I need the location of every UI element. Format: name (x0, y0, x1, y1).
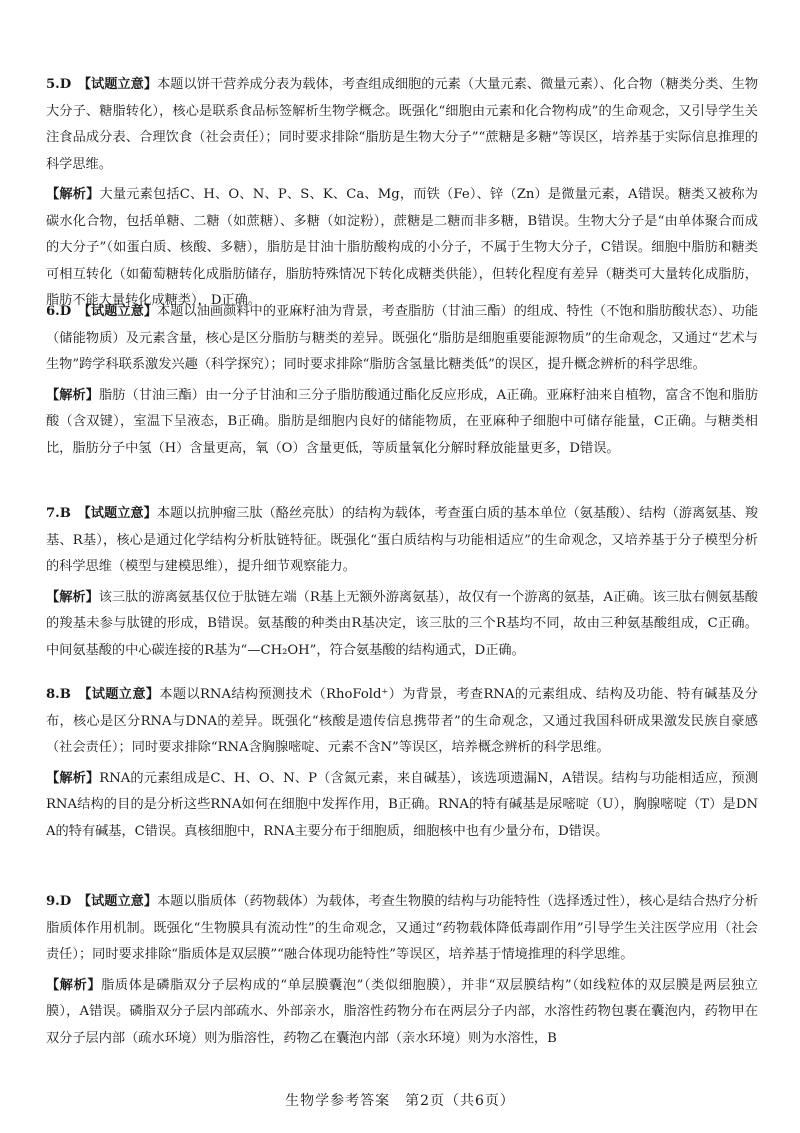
jiexi-label: 【解析】 (46, 589, 99, 605)
jiexi-label: 【解析】 (46, 977, 102, 993)
question-6 (46, 299, 758, 462)
page-footer: 生物学参考答案 第2页（共6页） (285, 1093, 515, 1109)
jiexi-text: 大量元素包括C、H、O、N、P、S、K、Ca、Mg，而铁（Fe）、锌（Zn）是微量元素，A错误。糖类又被称为碳水化合物，包括单糖、二糖（如蔗糖）、多糖（如淀粉），蔗糖是二糖而非多糖，B错误。生物大分子是“由单体聚合而成的大分子”（如蛋白质、核酸、多糖），脂肪是甘油十脂肪酸构成的小分子，不属于生物大分子，C错误。细胞中脂肪和糖类可相互转化（如葡萄糖转化成脂肪储存，脂肪特殊情况下转化成糖类供能），但转化程度有差异（糖类可大量转化成脂肪，脂肪不能大量转化成糖类），D正确。 (46, 187, 758, 308)
question-number: 5.D (46, 77, 72, 92)
jiexi-text: 该三肽的游离氨基仅位于肽链左端（R基上无额外游离氨基），故仅有一个游离的氨基，A正确。该三肽右侧氨基酸的羧基未参与肽键的形成，B错误。氨基酸的种类由R基决定，该三肽的三个R基均不同，故由三种氨基酸组成，C正确。中间氨基酸的中心碳连接的R基为“—CH₂OH”，符合氨基酸的结构通式，D正确。 (46, 589, 758, 658)
lidian-text: 本题以饼干营养成分表为载体，考查组成细胞的元素（大量元素、微量元素）、化合物（糖类分类、生物大分子、糖脂转化），核心是联系食品标签解析生物学概念。既强化“细胞由元素和化合物构成”的生命观念，又引导学生关注食品成分表、合理饮食（社会责任）；同时要求排除“脂肪是生物大分子”“蔗糖是多糖”等误区，培养基于实际信息推理的科学思维。 (46, 77, 759, 172)
lidian-text: 本题以RNA结构预测技术（RhoFold⁺）为背景，考查RNA的元素组成、结构及功能、特有碱基及分布，核心是区分RNA与DNA的差异。既强化“核酸是遗传信息携带者”的生命观念，又通过我国科研成果激发民族自豪感（社会责任）；同时要求排除“RNA含胸腺嘧啶、元素不含N”等误区，培养概念辨析的科学思维。 (46, 687, 758, 755)
jiexi-text: 脂质体是磷脂双分子层构成的“单层膜囊泡”（类似细胞膜），并非“双层膜结构”（如线粒体的双层膜是两层独立膜），A错误。磷脂双分子层内部疏水、外部亲水，脂溶性药物分布在两层分子内部，水溶性药物包裹在囊泡内，药物甲在双分子层内部（疏水环境）则为脂溶性，药物乙在囊泡内部（亲水环境）则为水溶性，B (46, 977, 758, 1046)
question-number: 6.D (46, 304, 72, 319)
jiexi-text: 脂肪（甘油三酯）由一分子甘油和三分子脂肪酸通过酯化反应形成，A正确。亚麻籽油来自植物，富含不饱和脂肪酸（含双键），室温下呈液态，B正确。脂肪是细胞内良好的储能物质，在亚麻种子细胞中可储存能量，C正确。与糖类相比，脂肪分子中氢（H）含量更高，氧（O）含量更低，等质量氧化分解时释放能量更多，D错误。 (46, 387, 759, 456)
lidian-text: 本题以脂质体（药物载体）为载体，考查生物膜的结构与功能特性（选择透过性），核心是结合热疗分析脂质体作用机制。既强化“生物膜具有流动性”的生命观念，又通过“药物载体降低毒副作用”引导学生关注医学应用（社会责任）；同时要求排除“脂质体是双层膜”“融合体现功能特性”等误区，培养基于情境推理的科学思维。 (46, 894, 759, 962)
lidian-text: 本题以抗肿瘤三肽（酪丝亮肽）的结构为载体，考查蛋白质的基本单位（氨基酸）、结构（游离氨基、羧基、R基），核心是通过化学结构分析肽链特征。既强化“蛋白质结构与功能相适应”的生命观念，又培养基于分子模型分析的科学思维（模型与建模思维），提升细节观察能力。 (46, 506, 759, 574)
question-8 (46, 682, 758, 845)
lidian-label: 【试题立意】 (84, 687, 160, 702)
lidian-label: 【试题立意】 (84, 506, 157, 521)
question-number: 7.B (46, 506, 71, 521)
lidian-label: 【试题立意】 (84, 304, 158, 319)
jiexi-label: 【解析】 (46, 387, 100, 403)
jiexi-label: 【解析】 (46, 187, 100, 202)
jiexi-label: 【解析】 (46, 770, 100, 786)
lidian-label: 【试题立意】 (84, 77, 158, 92)
jiexi-text: RNA的元素组成是C、H、O、N、P（含氮元素，来自碱基），该选项遗漏N，A错误。结构与功能相适应，预测RNA结构的目的是分析这些RNA如何在细胞中发挥作用，B正确。RNA的特有碱基是尿嘧啶（U），胸腺嘧啶（T）是DNA的特有碱基，C错误。真核细胞中，RNA主要分布于细胞质，细胞核中也有少量分布，D错误。 (46, 770, 759, 839)
question-9 (46, 889, 758, 1052)
question-7 (46, 501, 758, 664)
lidian-text: 本题以油画颜料中的亚麻籽油为背景，考查脂肪（甘油三酯）的组成、特性（不饱和脂肪酸状态）、功能（储能物质）及元素含量，核心是区分脂肪与糖类的差异。既强化“脂肪是细胞重要能源物质”的生命观念，又通过“艺术与生物”跨学科联系激发兴趣（科学探究）；同时要求排除“脂肪含氢量比糖类低”的误区，提升概念辨析的科学思维。 (46, 304, 759, 372)
question-5 (46, 72, 758, 315)
question-number: 9.D (46, 894, 72, 909)
question-number: 8.B (46, 687, 71, 702)
lidian-label: 【试题立意】 (84, 894, 158, 909)
